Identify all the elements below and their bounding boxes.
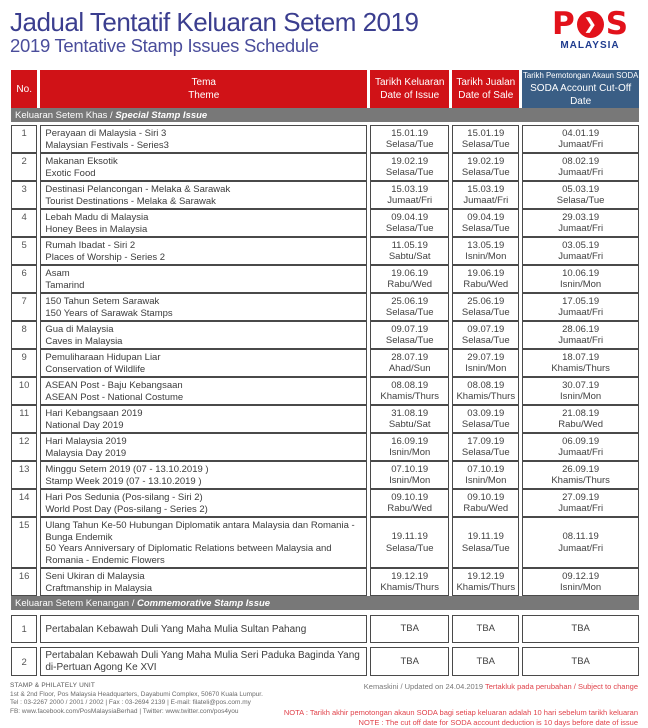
sale-date-cell (452, 293, 519, 321)
issue-date-cell (370, 265, 449, 293)
theme-malay: Rumah Ibadat - Siri 2 (45, 240, 136, 251)
theme-malay: Pertabalan Kebawah Duli Yang Maha Mulia Sultan Pahang (45, 623, 307, 635)
sale-date: 19.02.19 (467, 155, 505, 167)
sale-date-cell (452, 321, 519, 349)
theme-cell (40, 615, 367, 643)
sale-date: 09.04.19 (467, 211, 505, 223)
table-row (11, 517, 639, 568)
soda-date: 05.03.19 (562, 183, 600, 195)
soda-cutoff-cell (522, 405, 639, 433)
row-number-cell: 13 (11, 461, 37, 489)
soda-date: 08.02.19 (562, 155, 600, 167)
title-block (10, 8, 418, 56)
sale-day: Selasa/Tue (461, 419, 510, 430)
sale-day: Rabu/Wed (463, 279, 509, 290)
theme-malay: Pemuliharaan Hidupan Liar (45, 352, 161, 363)
table-row (11, 181, 639, 209)
col-header-sale: Tarikh Jualan Date of Sale (452, 70, 519, 108)
table-row (11, 293, 639, 321)
theme-malay: Ulang Tahun Ke-50 Hubungan Diplomatik antara Malaysia dan Romania - Bunga Endemik (45, 520, 355, 543)
sale-date-cell (452, 568, 519, 596)
table-row (11, 615, 639, 643)
subject-to-change-note: Tertakluk pada perubahan / Subject to change (484, 682, 638, 691)
sale-date-cell (452, 237, 519, 265)
section-commemorative (11, 596, 639, 615)
theme-malay: Gua di Malaysia (45, 324, 114, 335)
logo-wordmark (546, 8, 634, 40)
theme-english: Tourist Destinations - Melaka & Sarawak (45, 195, 216, 207)
theme-english: Exotic Food (45, 167, 96, 179)
sale-date-cell (452, 489, 519, 517)
soda-cutoff-cell (522, 181, 639, 209)
issue-date: TBA (400, 623, 419, 635)
issue-date: 16.09.19 (391, 435, 429, 447)
sale-day: Isnin/Mon (465, 475, 507, 486)
table-row (11, 489, 639, 517)
row-number-cell: 3 (11, 181, 37, 209)
nota-malay: NOTA : Tarikh akhir pemotongan akaun SODA bagi setiap keluaran adalah 10 hari sebelum tarikh keluaran (283, 708, 638, 717)
sale-date-cell (452, 125, 519, 153)
soda-date: 08.11.19 (562, 531, 599, 542)
issue-date: 09.07.19 (391, 323, 429, 335)
theme-english: World Post Day (Pos-silang - Series 2) (45, 503, 208, 515)
issue-day: Sabtu/Sat (388, 419, 431, 430)
theme-cell (40, 237, 367, 265)
theme-english: Stamp Week 2019 (07 - 13.10.2019 ) (45, 475, 202, 487)
issue-date-cell (370, 405, 449, 433)
col-header-theme: Tema Theme (40, 70, 367, 108)
soda-date: 27.09.19 (562, 491, 600, 503)
row-number-cell: 6 (11, 265, 37, 293)
sale-date: 07.10.19 (467, 463, 505, 475)
issue-date: 19.11.19 (391, 531, 428, 542)
sale-date-cell (452, 209, 519, 237)
soda-day: Rabu/Wed (558, 419, 603, 430)
sale-date-cell (452, 265, 519, 293)
soda-cutoff-cell (522, 293, 639, 321)
theme-english: ASEAN Post - National Costume (45, 391, 184, 403)
soda-cutoff-cell (522, 433, 639, 461)
soda-date: 10.06.19 (562, 267, 600, 279)
sale-day: Selasa/Tue (461, 307, 510, 318)
theme-cell (40, 647, 367, 676)
sale-date: 29.07.19 (467, 351, 505, 363)
theme-malay: 150 Tahun Setem Sarawak (45, 296, 160, 307)
row-number-cell: 2 (11, 153, 37, 181)
soda-day: Isnin/Mon (560, 391, 602, 402)
row-number-cell: 5 (11, 237, 37, 265)
issue-date-cell (370, 647, 449, 676)
page-header (8, 6, 640, 66)
theme-malay: Hari Malaysia 2019 (45, 436, 127, 447)
soda-date: 21.08.19 (562, 407, 600, 419)
theme-malay: ASEAN Post - Baju Kebangsaan (45, 380, 183, 391)
issue-day: Isnin/Mon (389, 447, 431, 458)
issue-date: 15.03.19 (391, 183, 429, 195)
section-bar-commemorative (11, 596, 639, 610)
table-row (11, 377, 639, 405)
row-number-cell: 4 (11, 209, 37, 237)
sale-date: 13.05.19 (467, 239, 505, 251)
issue-date-cell (370, 568, 449, 596)
theme-english: 50 Years Anniversary of Diplomatic Relations between Malaysia and Romania - Endemic Flowers (45, 543, 332, 566)
section-special (11, 108, 639, 125)
stamp-schedule-table (8, 70, 642, 676)
sale-date-cell (452, 349, 519, 377)
issue-date-cell (370, 321, 449, 349)
soda-date: 28.06.19 (562, 323, 600, 335)
sale-day: Rabu/Wed (463, 503, 509, 514)
soda-cutoff-cell (522, 647, 639, 676)
unit-name: STAMP & PHILATELY UNIT (10, 682, 96, 689)
logo-letter-s: S (605, 6, 629, 42)
sale-date-cell (452, 153, 519, 181)
table-row (11, 153, 639, 181)
sale-day: Selasa/Tue (461, 167, 510, 178)
theme-malay: Seni Ukiran di Malaysia (45, 571, 145, 582)
soda-date: TBA (571, 623, 590, 635)
issue-date-cell (370, 517, 449, 568)
issue-day: Rabu/Wed (387, 279, 433, 290)
footer (8, 682, 640, 728)
table-row (11, 265, 639, 293)
section-bar-label: Keluaran Setem Kenangan / Commemorative Stamp Issue (11, 596, 639, 610)
issue-day: Selasa/Tue (385, 139, 434, 150)
sale-day: Selasa/Tue (461, 335, 510, 346)
soda-date: 30.07.19 (562, 379, 600, 391)
issue-day: Selasa/Tue (385, 167, 434, 178)
issue-day: Isnin/Mon (389, 475, 431, 486)
soda-day: Jumaat/Fri (558, 307, 604, 318)
theme-english: Tamarind (45, 279, 85, 291)
sale-date-cell (452, 615, 519, 643)
soda-cutoff-cell (522, 237, 639, 265)
updated-date: Kemaskini / Updated on 24.04.2019 (363, 682, 485, 691)
sale-day: Selasa/Tue (461, 139, 510, 150)
theme-malay: Makanan Eksotik (45, 156, 118, 167)
sale-date: TBA (476, 623, 496, 635)
theme-cell (40, 153, 367, 181)
row-number-cell: 2 (11, 647, 37, 676)
theme-english: Honey Bees in Malaysia (45, 223, 148, 235)
page-title: Jadual Tentatif Keluaran Setem 2019 (10, 7, 419, 37)
issue-date: 09.10.19 (391, 491, 429, 503)
page-subtitle: 2019 Tentative Stamp Issues Schedule (10, 35, 319, 57)
contact-block (10, 682, 263, 716)
issue-day: Sabtu/Sat (388, 251, 431, 262)
theme-malay: Pertabalan Kebawah Duli Yang Maha Mulia Seri Paduka Baginda Yang di-Pertuan Agong Ke XVI (45, 650, 360, 673)
soda-cutoff-cell (522, 125, 639, 153)
table-row (11, 321, 639, 349)
updated-line (284, 682, 638, 691)
issue-date: 09.04.19 (391, 211, 429, 223)
issue-day: Rabu/Wed (387, 503, 433, 514)
soda-date: 06.09.19 (562, 435, 600, 447)
theme-cell (40, 181, 367, 209)
theme-cell (40, 125, 367, 153)
theme-english: Craftmanship in Malaysia (45, 582, 153, 594)
sale-date-cell (452, 433, 519, 461)
issue-date: 07.10.19 (391, 463, 429, 475)
table-row (11, 568, 639, 596)
theme-cell (40, 377, 367, 405)
soda-date: 03.05.19 (562, 239, 600, 251)
theme-english: Places of Worship - Series 2 (45, 251, 166, 263)
social-line: FB: www.facebook.com/PosMalaysiaBerhad | Twitter: www.twitter.com/pos4you (10, 707, 239, 715)
theme-english: 150 Years of Sarawak Stamps (45, 307, 173, 319)
issue-date-cell (370, 181, 449, 209)
soda-date: 29.03.19 (562, 211, 600, 223)
table-row (11, 405, 639, 433)
issue-date: 15.01.19 (391, 127, 429, 139)
issue-date-cell (370, 293, 449, 321)
issue-day: Ahad/Sun (388, 363, 431, 374)
sale-date: 19.06.19 (467, 267, 505, 279)
issue-date: 28.07.19 (391, 351, 429, 363)
col-header-soda: Tarikh Pemotongan Akaun SODA SODA Account Cut-Off Date (522, 71, 639, 107)
issue-date: 31.08.19 (391, 407, 429, 419)
sale-date: 19.11.19 (467, 531, 504, 542)
table-row (11, 461, 639, 489)
soda-date: TBA (571, 655, 590, 667)
issue-date: 08.08.19 (391, 379, 429, 391)
sale-day: Selasa/Tue (461, 223, 510, 234)
sale-date: 15.03.19 (467, 183, 505, 195)
theme-malay: Hari Pos Sedunia (Pos-silang - Siri 2) (45, 492, 203, 503)
soda-day: Jumaat/Fri (558, 139, 604, 150)
special-rows-body (11, 125, 639, 596)
theme-english: National Day 2019 (45, 419, 124, 431)
row-number-cell: 11 (11, 405, 37, 433)
soda-day: Isnin/Mon (560, 279, 602, 290)
theme-cell (40, 209, 367, 237)
pos-malaysia-logo (546, 8, 638, 51)
soda-cutoff-cell (522, 265, 639, 293)
row-number-cell: 14 (11, 489, 37, 517)
sale-date-cell (452, 405, 519, 433)
theme-cell (40, 433, 367, 461)
theme-cell (40, 349, 367, 377)
sale-day: Isnin/Mon (465, 251, 507, 262)
table-row (11, 433, 639, 461)
issue-date-cell (370, 209, 449, 237)
table-row (11, 125, 639, 153)
sale-date: 09.10.19 (467, 491, 505, 503)
soda-cutoff-cell (522, 461, 639, 489)
issue-day: Selasa/Tue (385, 542, 434, 554)
soda-cutoff-cell (522, 568, 639, 596)
sale-date: 17.09.19 (467, 435, 505, 447)
sale-date: 19.12.19 (467, 570, 505, 582)
issue-date-cell (370, 237, 449, 265)
row-number-cell: 12 (11, 433, 37, 461)
soda-date: 17.05.19 (562, 295, 600, 307)
issue-date: 11.05.19 (391, 239, 428, 251)
row-number-cell: 9 (11, 349, 37, 377)
theme-malay: Lebah Madu di Malaysia (45, 212, 149, 223)
address-line: 1st & 2nd Floor, Pos Malaysia Headquarters, Dayabumi Complex, 50670 Kuala Lumpur. (10, 690, 263, 698)
issue-date-cell (370, 377, 449, 405)
sale-date-cell (452, 377, 519, 405)
issue-date-cell (370, 349, 449, 377)
soda-cutoff-cell (522, 377, 639, 405)
issue-date: 19.02.19 (391, 155, 429, 167)
soda-day: Khamis/Thurs (551, 363, 610, 374)
logo-letter-p: P (551, 6, 575, 42)
issue-date-cell (370, 489, 449, 517)
theme-cell (40, 489, 367, 517)
soda-day: Jumaat/Fri (558, 542, 604, 554)
issue-day: Jumaat/Fri (387, 195, 433, 206)
issue-date-cell (370, 125, 449, 153)
row-number-cell: 8 (11, 321, 37, 349)
soda-day: Jumaat/Fri (558, 503, 604, 514)
soda-note (284, 708, 638, 728)
issue-day: Khamis/Thurs (380, 582, 440, 593)
sale-day: Isnin/Mon (465, 363, 507, 374)
sale-day: Jumaat/Fri (463, 195, 509, 206)
issue-day: Selasa/Tue (385, 223, 434, 234)
sale-date: 08.08.19 (467, 379, 505, 391)
logo-brand-text: MALAYSIA (560, 40, 620, 51)
sale-date: 25.06.19 (467, 295, 505, 307)
soda-day: Jumaat/Fri (558, 223, 604, 234)
soda-date: 18.07.19 (562, 351, 600, 363)
table-row (11, 237, 639, 265)
row-number-cell: 16 (11, 568, 37, 596)
issue-date: 19.12.19 (391, 570, 429, 582)
sale-date-cell (452, 647, 519, 676)
table-row (11, 647, 639, 676)
sale-day: Khamis/Thurs (456, 582, 516, 593)
row-number-cell: 1 (11, 125, 37, 153)
table-header (11, 70, 639, 108)
soda-date: 26.09.19 (562, 463, 600, 475)
sale-date: 15.01.19 (467, 127, 505, 139)
soda-cutoff-cell (522, 517, 639, 568)
notes-block (284, 682, 638, 728)
logo-chevron-icon: ❯ (577, 11, 604, 38)
theme-malay: Minggu Setem 2019 (07 - 13.10.2019 ) (45, 464, 209, 475)
sale-day: Khamis/Thurs (456, 391, 516, 402)
issue-date-cell (370, 615, 449, 643)
sale-day: Selasa/Tue (461, 542, 510, 554)
issue-date-cell (370, 153, 449, 181)
row-number-cell: 7 (11, 293, 37, 321)
theme-malay: Asam (45, 268, 70, 279)
note-english: NOTE : The cut off date for SODA account deduction is 10 days before date of issue (358, 718, 638, 727)
issue-day: Khamis/Thurs (380, 391, 440, 402)
row-number-cell: 1 (11, 615, 37, 643)
sale-date-cell (452, 517, 519, 568)
soda-day: Selasa/Tue (556, 195, 605, 206)
row-number-cell: 15 (11, 517, 37, 568)
theme-cell (40, 517, 367, 568)
issue-day: Selasa/Tue (385, 307, 434, 318)
soda-cutoff-cell (522, 349, 639, 377)
sale-date-cell (452, 181, 519, 209)
row-number-cell: 10 (11, 377, 37, 405)
sale-date: TBA (476, 655, 496, 667)
theme-cell (40, 321, 367, 349)
theme-english: Caves in Malaysia (45, 335, 123, 347)
theme-malay: Hari Kebangsaan 2019 (45, 408, 143, 419)
soda-day: Jumaat/Fri (558, 251, 604, 262)
soda-day: Jumaat/Fri (558, 447, 604, 458)
col-header-no: No. (11, 70, 37, 108)
issue-date: 19.06.19 (391, 267, 429, 279)
theme-english: Conservation of Wildlife (45, 363, 146, 375)
section-bar-label: Keluaran Setem Khas / Special Stamp Issue (11, 108, 639, 122)
col-header-issue: Tarikh Keluaran Date of Issue (370, 70, 449, 108)
issue-day: Selasa/Tue (385, 335, 434, 346)
issue-date: TBA (400, 655, 419, 667)
theme-cell (40, 265, 367, 293)
issue-date: 25.06.19 (391, 295, 429, 307)
theme-malay: Destinasi Pelancongan - Melaka & Sarawak (45, 184, 231, 195)
section-bar-special (11, 108, 639, 122)
issue-date-cell (370, 433, 449, 461)
commemorative-rows-body (11, 615, 639, 676)
sale-date: 09.07.19 (467, 323, 505, 335)
theme-cell (40, 568, 367, 596)
sale-date: 03.09.19 (467, 407, 505, 419)
soda-cutoff-cell (522, 153, 639, 181)
theme-english: Malaysia Day 2019 (45, 447, 127, 459)
theme-cell (40, 293, 367, 321)
theme-cell (40, 405, 367, 433)
soda-day: Khamis/Thurs (551, 475, 610, 486)
soda-cutoff-cell (522, 489, 639, 517)
soda-cutoff-cell (522, 209, 639, 237)
table-row (11, 349, 639, 377)
soda-cutoff-cell (522, 321, 639, 349)
soda-day: Jumaat/Fri (558, 167, 604, 178)
contact-line: Tel : 03-2267 2000 / 2001 / 2002 | Fax : 03-2694 2139 | E-mail: filateli@pos.com.my (10, 699, 251, 706)
soda-date: 04.01.19 (562, 127, 600, 139)
soda-day: Jumaat/Fri (558, 335, 604, 346)
theme-cell (40, 461, 367, 489)
sale-day: Selasa/Tue (461, 447, 510, 458)
theme-malay: Perayaan di Malaysia - Siri 3 (45, 128, 167, 139)
sale-date-cell (452, 461, 519, 489)
theme-english: Malaysian Festivals - Series3 (45, 139, 169, 151)
issue-date-cell (370, 461, 449, 489)
soda-cutoff-cell (522, 615, 639, 643)
soda-date: 09.12.19 (562, 570, 600, 582)
table-row (11, 209, 639, 237)
soda-day: Isnin/Mon (560, 582, 602, 593)
